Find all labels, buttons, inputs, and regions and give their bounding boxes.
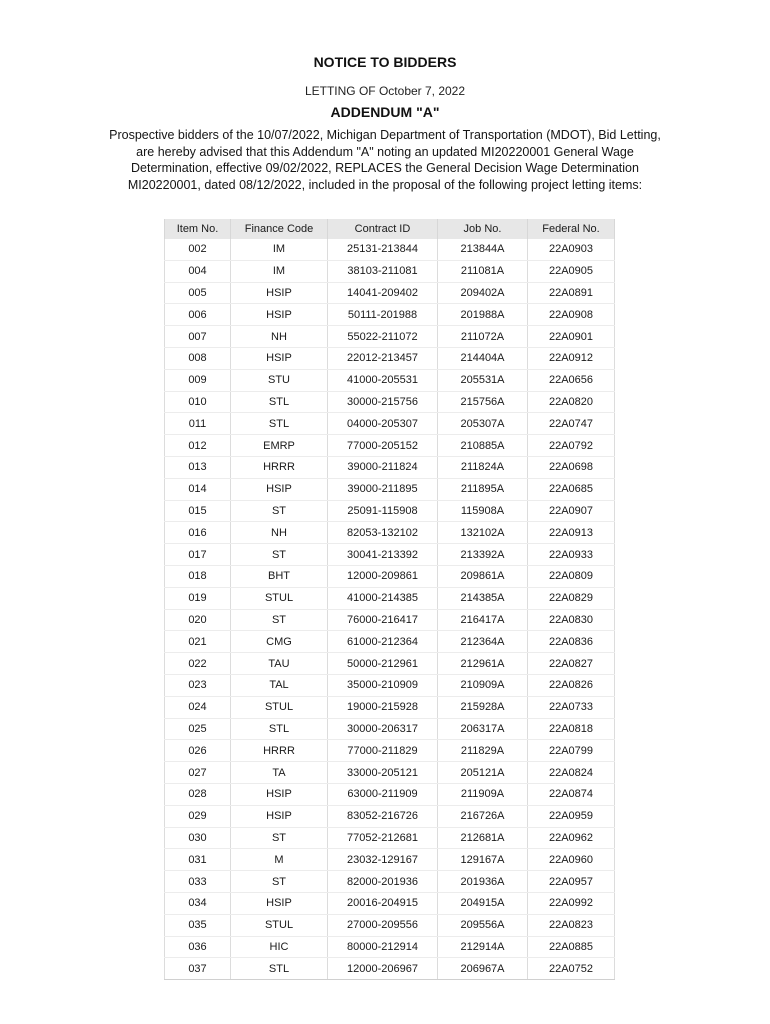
cell-finance-code: HSIP [231, 892, 328, 914]
cell-federal-no: 22A0824 [528, 762, 615, 784]
cell-contract-id: 83052-216726 [328, 805, 438, 827]
cell-finance-code: CMG [231, 631, 328, 653]
cell-job-no: 209861A [438, 565, 528, 587]
cell-job-no: 132102A [438, 522, 528, 544]
cell-federal-no: 22A0912 [528, 347, 615, 369]
cell-job-no: 206317A [438, 718, 528, 740]
cell-job-no: 210909A [438, 674, 528, 696]
page-title: NOTICE TO BIDDERS [313, 54, 457, 70]
cell-finance-code: STL [231, 413, 328, 435]
table-row [165, 347, 615, 369]
cell-job-no: 115908A [438, 500, 528, 522]
table-row [165, 456, 615, 478]
cell-contract-id: 50111-201988 [328, 304, 438, 326]
cell-item-no: 009 [165, 369, 231, 391]
cell-federal-no: 22A0891 [528, 282, 615, 304]
cell-federal-no: 22A0885 [528, 936, 615, 958]
cell-item-no: 025 [165, 718, 231, 740]
cell-job-no: 206967A [438, 958, 528, 980]
cell-job-no: 212681A [438, 827, 528, 849]
cell-contract-id: 77000-205152 [328, 435, 438, 457]
cell-contract-id: 20016-204915 [328, 892, 438, 914]
cell-contract-id: 77000-211829 [328, 740, 438, 762]
cell-finance-code: STL [231, 391, 328, 413]
cell-job-no: 211072A [438, 326, 528, 348]
cell-item-no: 034 [165, 892, 231, 914]
addendum-heading: ADDENDUM "A" [330, 104, 440, 120]
cell-federal-no: 22A0908 [528, 304, 615, 326]
cell-finance-code: STL [231, 958, 328, 980]
cell-item-no: 033 [165, 871, 231, 893]
cell-item-no: 007 [165, 326, 231, 348]
letting-items-table [164, 219, 615, 980]
cell-contract-id: 22012-213457 [328, 347, 438, 369]
cell-job-no: 201936A [438, 871, 528, 893]
cell-contract-id: 39000-211895 [328, 478, 438, 500]
cell-job-no: 205531A [438, 369, 528, 391]
cell-contract-id: 50000-212961 [328, 653, 438, 675]
cell-item-no: 031 [165, 849, 231, 871]
cell-item-no: 030 [165, 827, 231, 849]
cell-job-no: 214385A [438, 587, 528, 609]
table-row [165, 696, 615, 718]
cell-finance-code: STU [231, 369, 328, 391]
table-row [165, 565, 615, 587]
cell-finance-code: HSIP [231, 783, 328, 805]
cell-item-no: 027 [165, 762, 231, 784]
cell-job-no: 209556A [438, 914, 528, 936]
cell-job-no: 201988A [438, 304, 528, 326]
cell-finance-code: TA [231, 762, 328, 784]
table-row [165, 522, 615, 544]
cell-item-no: 002 [165, 239, 231, 260]
cell-finance-code: NH [231, 522, 328, 544]
cell-job-no: 214404A [438, 347, 528, 369]
table-row [165, 958, 615, 980]
cell-finance-code: HRRR [231, 456, 328, 478]
cell-item-no: 021 [165, 631, 231, 653]
table-row [165, 282, 615, 304]
cell-contract-id: 14041-209402 [328, 282, 438, 304]
cell-federal-no: 22A0907 [528, 500, 615, 522]
cell-contract-id: 82000-201936 [328, 871, 438, 893]
cell-contract-id: 27000-209556 [328, 914, 438, 936]
cell-contract-id: 61000-212364 [328, 631, 438, 653]
cell-contract-id: 55022-211072 [328, 326, 438, 348]
cell-contract-id: 63000-211909 [328, 783, 438, 805]
cell-item-no: 013 [165, 456, 231, 478]
cell-item-no: 028 [165, 783, 231, 805]
header-contract-id: Contract ID [328, 219, 438, 239]
cell-finance-code: ST [231, 544, 328, 566]
table-row [165, 936, 615, 958]
cell-job-no: 211829A [438, 740, 528, 762]
cell-federal-no: 22A0799 [528, 740, 615, 762]
cell-job-no: 211895A [438, 478, 528, 500]
cell-item-no: 029 [165, 805, 231, 827]
cell-finance-code: STL [231, 718, 328, 740]
cell-federal-no: 22A0698 [528, 456, 615, 478]
table-row [165, 326, 615, 348]
cell-federal-no: 22A0820 [528, 391, 615, 413]
header-job-no: Job No. [438, 219, 528, 239]
cell-finance-code: EMRP [231, 435, 328, 457]
cell-contract-id: 41000-214385 [328, 587, 438, 609]
header-finance-code: Finance Code [231, 219, 328, 239]
cell-item-no: 010 [165, 391, 231, 413]
table-row [165, 239, 615, 260]
cell-federal-no: 22A0830 [528, 609, 615, 631]
table-row [165, 871, 615, 893]
cell-item-no: 020 [165, 609, 231, 631]
cell-item-no: 023 [165, 674, 231, 696]
cell-federal-no: 22A0656 [528, 369, 615, 391]
cell-contract-id: 35000-210909 [328, 674, 438, 696]
cell-contract-id: 41000-205531 [328, 369, 438, 391]
cell-item-no: 019 [165, 587, 231, 609]
cell-item-no: 016 [165, 522, 231, 544]
cell-finance-code: IM [231, 239, 328, 260]
cell-federal-no: 22A0809 [528, 565, 615, 587]
cell-job-no: 213392A [438, 544, 528, 566]
cell-finance-code: ST [231, 609, 328, 631]
cell-item-no: 015 [165, 500, 231, 522]
cell-item-no: 024 [165, 696, 231, 718]
table-row [165, 892, 615, 914]
cell-item-no: 005 [165, 282, 231, 304]
cell-item-no: 037 [165, 958, 231, 980]
cell-finance-code: HIC [231, 936, 328, 958]
table-row [165, 718, 615, 740]
cell-federal-no: 22A0903 [528, 239, 615, 260]
intro-paragraph: Prospective bidders of the 10/07/2022, Michigan Department of Transportation (MDOT), Bid Letting, are hereby advised that this Addendum "A" noting an updated MI20220001 General Wage Determination, effective 09/02/2022, REPLACES the General Decision Wage Determination MI20220001, dated 08/12/2022, included in the proposal of the following project letting items: [109, 128, 661, 192]
cell-finance-code: NH [231, 326, 328, 348]
table-row [165, 849, 615, 871]
cell-federal-no: 22A0874 [528, 783, 615, 805]
cell-item-no: 012 [165, 435, 231, 457]
table-row [165, 740, 615, 762]
cell-item-no: 035 [165, 914, 231, 936]
cell-federal-no: 22A0960 [528, 849, 615, 871]
cell-federal-no: 22A0901 [528, 326, 615, 348]
header-federal-no: Federal No. [528, 219, 615, 239]
cell-finance-code: ST [231, 500, 328, 522]
cell-federal-no: 22A0957 [528, 871, 615, 893]
cell-finance-code: STUL [231, 587, 328, 609]
cell-item-no: 008 [165, 347, 231, 369]
table-row [165, 674, 615, 696]
table-row [165, 478, 615, 500]
cell-federal-no: 22A0959 [528, 805, 615, 827]
cell-item-no: 006 [165, 304, 231, 326]
cell-contract-id: 25131-213844 [328, 239, 438, 260]
table-row [165, 435, 615, 457]
cell-contract-id: 33000-205121 [328, 762, 438, 784]
cell-finance-code: HSIP [231, 282, 328, 304]
cell-item-no: 004 [165, 260, 231, 282]
cell-job-no: 212914A [438, 936, 528, 958]
cell-finance-code: ST [231, 827, 328, 849]
cell-federal-no: 22A0992 [528, 892, 615, 914]
cell-finance-code: STUL [231, 696, 328, 718]
cell-finance-code: HSIP [231, 304, 328, 326]
cell-job-no: 215756A [438, 391, 528, 413]
cell-contract-id: 23032-129167 [328, 849, 438, 871]
cell-contract-id: 12000-209861 [328, 565, 438, 587]
cell-job-no: 129167A [438, 849, 528, 871]
cell-contract-id: 77052-212681 [328, 827, 438, 849]
cell-finance-code: ST [231, 871, 328, 893]
table-row [165, 762, 615, 784]
cell-contract-id: 76000-216417 [328, 609, 438, 631]
table-row [165, 783, 615, 805]
cell-job-no: 212961A [438, 653, 528, 675]
cell-finance-code: BHT [231, 565, 328, 587]
cell-contract-id: 30041-213392 [328, 544, 438, 566]
cell-job-no: 210885A [438, 435, 528, 457]
table-row [165, 500, 615, 522]
cell-contract-id: 30000-215756 [328, 391, 438, 413]
table-row [165, 653, 615, 675]
cell-job-no: 209402A [438, 282, 528, 304]
cell-contract-id: 80000-212914 [328, 936, 438, 958]
cell-federal-no: 22A0905 [528, 260, 615, 282]
cell-federal-no: 22A0827 [528, 653, 615, 675]
cell-item-no: 014 [165, 478, 231, 500]
cell-finance-code: HSIP [231, 805, 328, 827]
cell-job-no: 205121A [438, 762, 528, 784]
cell-federal-no: 22A0818 [528, 718, 615, 740]
table-row [165, 805, 615, 827]
cell-contract-id: 38103-211081 [328, 260, 438, 282]
cell-finance-code: IM [231, 260, 328, 282]
table-body [165, 239, 615, 980]
cell-job-no: 204915A [438, 892, 528, 914]
cell-item-no: 011 [165, 413, 231, 435]
table-row [165, 304, 615, 326]
cell-federal-no: 22A0752 [528, 958, 615, 980]
table-row [165, 609, 615, 631]
cell-contract-id: 04000-205307 [328, 413, 438, 435]
cell-federal-no: 22A0792 [528, 435, 615, 457]
cell-contract-id: 39000-211824 [328, 456, 438, 478]
cell-finance-code: HSIP [231, 347, 328, 369]
cell-federal-no: 22A0829 [528, 587, 615, 609]
cell-finance-code: M [231, 849, 328, 871]
cell-job-no: 213844A [438, 239, 528, 260]
table-row [165, 369, 615, 391]
cell-job-no: 211824A [438, 456, 528, 478]
cell-federal-no: 22A0962 [528, 827, 615, 849]
cell-finance-code: STUL [231, 914, 328, 936]
cell-job-no: 216417A [438, 609, 528, 631]
table-row [165, 544, 615, 566]
cell-item-no: 022 [165, 653, 231, 675]
header-item-no: Item No. [165, 219, 231, 239]
cell-federal-no: 22A0733 [528, 696, 615, 718]
table-row [165, 587, 615, 609]
cell-job-no: 205307A [438, 413, 528, 435]
table-header-row [165, 219, 615, 239]
table-row [165, 260, 615, 282]
cell-finance-code: HSIP [231, 478, 328, 500]
cell-item-no: 017 [165, 544, 231, 566]
table-row [165, 827, 615, 849]
cell-item-no: 018 [165, 565, 231, 587]
cell-job-no: 211081A [438, 260, 528, 282]
cell-federal-no: 22A0747 [528, 413, 615, 435]
cell-contract-id: 25091-115908 [328, 500, 438, 522]
table-row [165, 413, 615, 435]
table-row [165, 391, 615, 413]
cell-item-no: 026 [165, 740, 231, 762]
cell-job-no: 211909A [438, 783, 528, 805]
cell-contract-id: 19000-215928 [328, 696, 438, 718]
cell-job-no: 216726A [438, 805, 528, 827]
table-row [165, 631, 615, 653]
cell-finance-code: HRRR [231, 740, 328, 762]
cell-finance-code: TAL [231, 674, 328, 696]
cell-contract-id: 30000-206317 [328, 718, 438, 740]
letting-date: LETTING OF October 7, 2022 [304, 84, 466, 98]
cell-federal-no: 22A0826 [528, 674, 615, 696]
table-row [165, 914, 615, 936]
cell-federal-no: 22A0685 [528, 478, 615, 500]
cell-federal-no: 22A0836 [528, 631, 615, 653]
cell-federal-no: 22A0913 [528, 522, 615, 544]
cell-item-no: 036 [165, 936, 231, 958]
cell-federal-no: 22A0823 [528, 914, 615, 936]
cell-federal-no: 22A0933 [528, 544, 615, 566]
cell-contract-id: 12000-206967 [328, 958, 438, 980]
cell-job-no: 215928A [438, 696, 528, 718]
cell-contract-id: 82053-132102 [328, 522, 438, 544]
cell-finance-code: TAU [231, 653, 328, 675]
cell-job-no: 212364A [438, 631, 528, 653]
